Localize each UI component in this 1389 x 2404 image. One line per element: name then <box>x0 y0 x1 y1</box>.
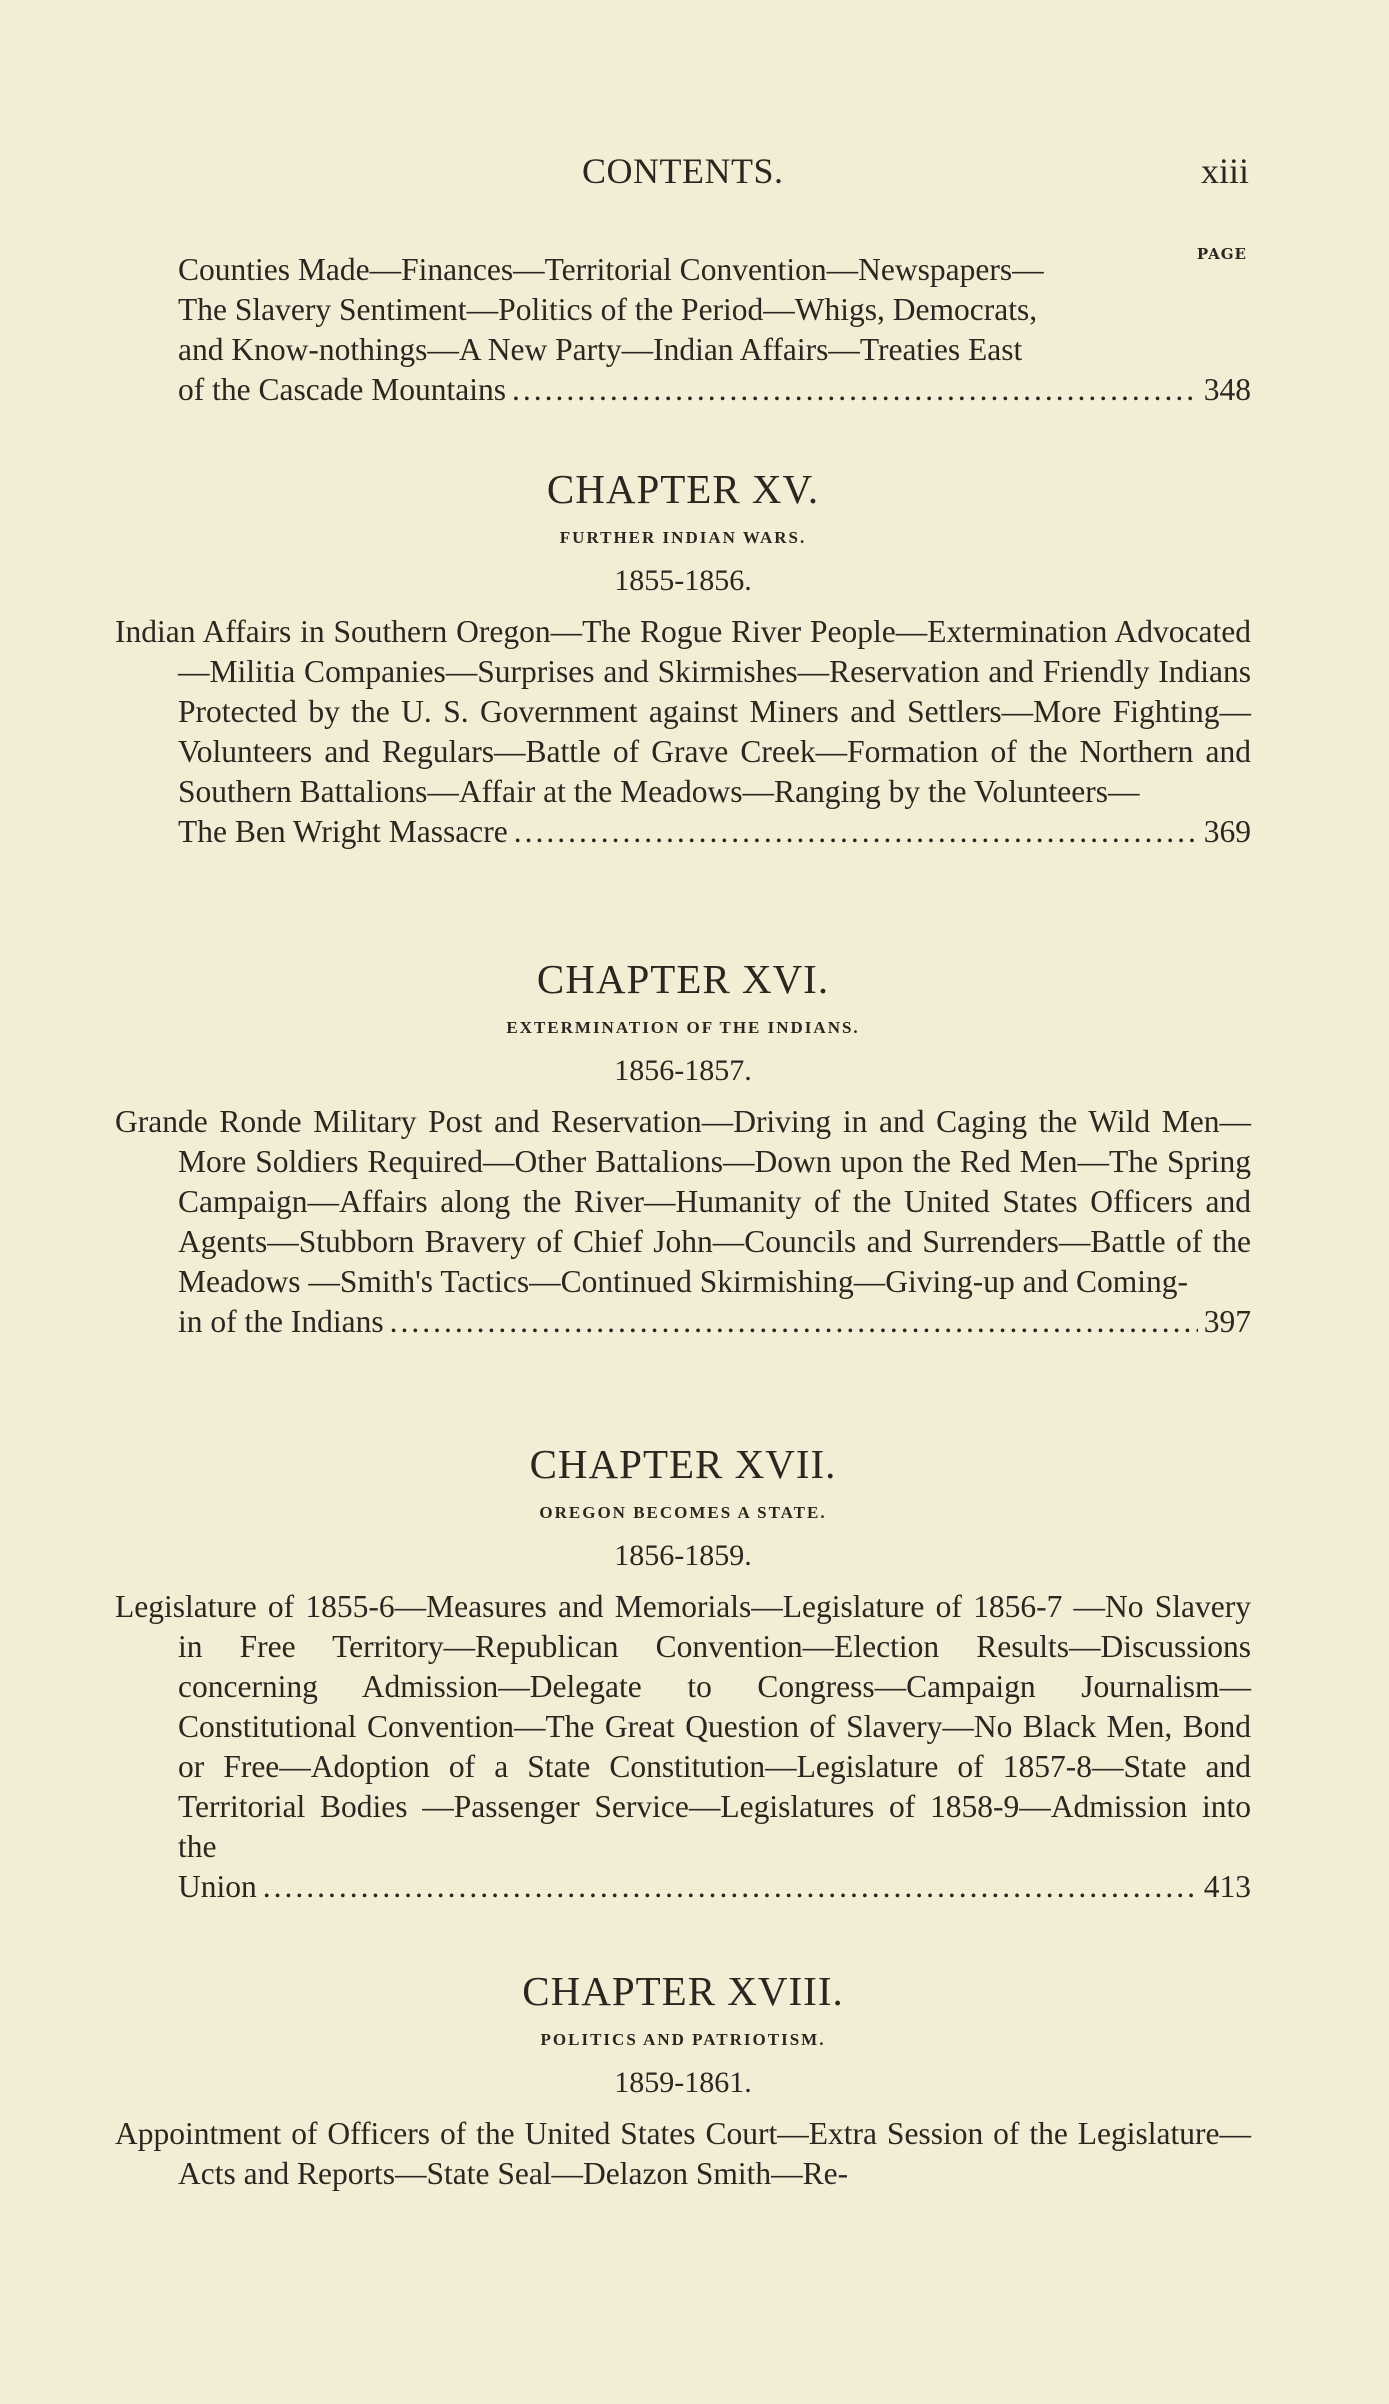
chapter-last-line: in of the Indians <box>178 1304 384 1339</box>
chapter-xvi-heading <box>115 955 1251 1091</box>
dot-leader <box>263 1867 1198 1907</box>
chapter-page: 397 <box>1203 1304 1251 1339</box>
continued-entry-line-3: and Know-nothings—A New Party—Indian Affairs—Treaties East <box>178 332 1023 367</box>
chapter-title: CHAPTER XV. <box>546 466 820 512</box>
running-title: CONTENTS. <box>582 151 784 191</box>
continued-entry-leader <box>115 370 1251 410</box>
chapter-subtitle: FURTHER INDIAN WARS. <box>559 528 807 547</box>
chapter-years: 1856-1857. <box>614 1054 752 1087</box>
chapter-years: 1855-1856. <box>614 564 752 597</box>
dot-leader <box>514 812 1198 852</box>
chapter-years: 1856-1859. <box>614 1539 752 1572</box>
chapter-years: 1859-1861. <box>614 2066 752 2099</box>
page-number: xiii <box>1200 151 1249 191</box>
chapter-title: CHAPTER XVII. <box>529 1441 837 1487</box>
running-head <box>570 150 1249 200</box>
continued-entry-page: 348 <box>1203 372 1251 407</box>
chapter-page: 413 <box>1203 1869 1251 1904</box>
dot-leader <box>390 1302 1198 1342</box>
chapter-last-line: The Ben Wright Massacre <box>178 814 508 849</box>
chapter-xvi-summary <box>115 1102 1251 1342</box>
chapter-leader <box>115 1302 1251 1342</box>
chapter-xviii-summary <box>115 2114 1251 2194</box>
chapter-xvii-summary <box>115 1587 1251 1907</box>
chapter-xv-summary <box>115 612 1251 852</box>
continued-entry-line-2: The Slavery Sentiment—Politics of the Period—Whigs, Democrats, <box>178 292 1038 327</box>
chapter-summary: Legislature of 1855-6—Measures and Memorials—Legislature of 1856-7 —No Slavery in Free Territory—Republican Convention—Election Results—Discussions concerning Admission—Delegate to Congress—Campaign Journalism—Constitutional Convention—The Great Question of Slavery—No Black Men, Bond or Free—Adoption of a State Constitution—Legislature of 1857-8—State and Territorial Bodies —Passenger Service—Legislatures of 1858-9—Admission into the <box>115 1589 1251 1864</box>
chapter-xviii-heading <box>115 1967 1251 2103</box>
chapter-subtitle: OREGON BECOMES A STATE. <box>539 1503 827 1522</box>
continued-entry <box>115 250 1251 410</box>
chapter-leader <box>115 812 1251 852</box>
chapter-page: 369 <box>1203 814 1251 849</box>
chapter-summary: Grande Ronde Military Post and Reservation—Driving in and Caging the Wild Men—More Soldiers Required—Other Battalions—Down upon the Red Men—The Spring Campaign—Affairs along the River—Humanity of the United States Officers and Agents—Stubborn Bravery of Chief John—Councils and Surrenders—Battle of the Meadows —Smith's Tactics—Continued Skirmishing—Giving-up and Coming- <box>115 1104 1251 1299</box>
chapter-subtitle: POLITICS AND PATRIOTISM. <box>540 2030 826 2049</box>
chapter-subtitle: EXTERMINATION OF THE INDIANS. <box>506 1018 860 1037</box>
chapter-leader <box>115 1867 1251 1907</box>
chapter-title: CHAPTER XVIII. <box>522 1968 844 2014</box>
chapter-summary: Indian Affairs in Southern Oregon—The Rogue River People—Extermination Advocated—Militia Companies—Surprises and Skirmishes—Reservation and Friendly Indians Protected by the U. S. Government against Miners and Settlers—More Fighting—Volunteers and Regulars—Battle of Grave Creek—Formation of the Northern and Southern Battalions—Affair at the Meadows—Ranging by the Volunteers— <box>115 614 1251 809</box>
page-column-label: PAGE <box>1196 245 1247 263</box>
chapter-summary: Appointment of Officers of the United States Court—Extra Session of the Legislature—Acts and Reports—State Seal—Delazon Smith—Re- <box>115 2116 1251 2191</box>
dot-leader <box>512 370 1198 410</box>
chapter-xvii-heading <box>115 1440 1251 1576</box>
continued-entry-line-1: Counties Made—Finances—Territorial Convention—Newspapers— <box>178 252 1044 287</box>
continued-entry-last-line: of the Cascade Mountains <box>178 372 507 407</box>
chapter-last-line: Union <box>178 1869 257 1904</box>
chapter-xv-heading <box>115 465 1251 601</box>
chapter-title: CHAPTER XVI. <box>536 956 830 1002</box>
